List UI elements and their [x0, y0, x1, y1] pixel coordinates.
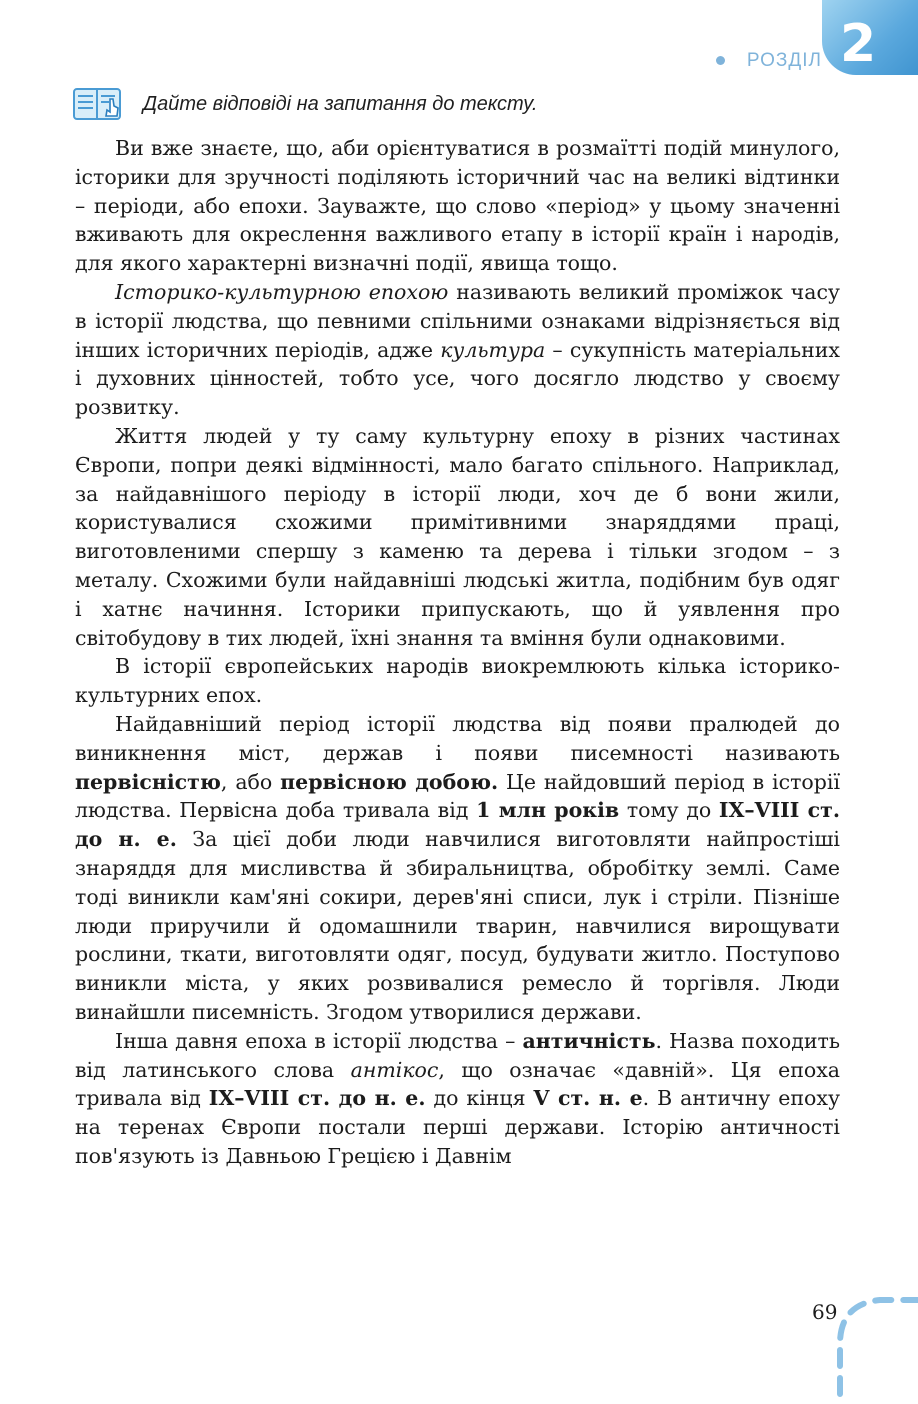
text-run: – сукупність матеріальних і духовних цінностей, тобто усе, чого досягло людство у своєму розвитку.: [75, 337, 840, 420]
text-run: За цієї доби люди навчилися виготовляти найпростіші знаряддя для мисливства й збиральництва, обробітку землі. Саме тоді виникли кам'яні сокири, дерев'яні списи, лук і стріли. Пізніше люди приручили й одомашнили тварин, навчилися вирощувати рослини, ткати, виготовляти одяг, посуд, будувати житло. Поступово виникли міста, у яких розвивалися ремесло й торгівля. Люди винайшли писемність. Згодом утворилися держави.: [75, 827, 840, 1024]
text-run: Це найдовший період в історії людства. Первісна доба тривала від: [75, 769, 840, 823]
decorative-corner-dashes: [830, 1284, 918, 1404]
text-run: , що означає «давній». Ця епоха тривала від: [75, 1057, 841, 1111]
paragraph: [75, 710, 840, 1027]
text-run: Життя людей у ту саму культурну епоху в різних частинах Європи, попри деякі відмінності, мало багато спільного. Наприклад, за найдавнішого періоду в історії люди, хоч де б вони жили, користувалися схожими примітивними знаряддями праці, виготовленими спершу з каменю та дерева і тільки згодом – з металу. Схожими були найдавніші людські житла, подібним був одяг і хатнє начиння. Історики припускають, що й уявлення про світобудову в тих людей, їхні знання та вміння були однаковими.: [75, 423, 840, 650]
text-run: . Назва походить від латинського слова: [75, 1028, 840, 1082]
page-number: 69: [812, 1300, 838, 1324]
text-run: до кінця: [425, 1086, 534, 1111]
paragraph: [75, 422, 840, 652]
italic-term: антікос: [350, 1057, 439, 1082]
text-run: Ви вже знаєте, що, аби орієнтуватися в розмаїтті подій минулого, історики для зручності поділяють історичний час на великі відтинки – періоди, або епохи. Зауважте, що слово «період» у цьому значенні вживають для окреслення важливого етапу в історії країн і народів, для якого характерні визначні події, явища тощо.: [75, 136, 840, 276]
paragraph: [75, 652, 840, 710]
text-run: Найдавніший період історії людства від появи пралюдей до виникнення міст, держав і появи писемності називають: [75, 711, 840, 765]
header-bullet: [716, 56, 725, 65]
italic-term: Історико-культурною епохою: [115, 279, 449, 304]
bold-term: IX–VIII ст. до н. е.: [75, 798, 840, 852]
bold-term: первісною добою.: [280, 769, 499, 794]
bold-term: первісністю: [75, 769, 221, 794]
task-prompt: Дайте відповіді на запитання до тексту.: [143, 93, 538, 115]
text-run: Інша давня епоха в історії людства –: [115, 1028, 523, 1053]
text-run: називають великий проміжок часу в історії людства, що певними спільними ознаками відрізняється від інших історичних періодів, адже: [75, 279, 840, 362]
section-label: РОЗДІЛ: [746, 50, 822, 71]
text-run: . В античну епоху на теренах Європи постали перші держави. Історію античності пов'язують із Давньою Грецією і Давнім: [75, 1086, 841, 1168]
paragraph: [75, 278, 840, 422]
bold-term: V ст. н. е: [533, 1086, 643, 1111]
book-pointer-icon: [73, 86, 121, 120]
text-run: В історії європейських народів виокремлюють кілька історико-культурних епох.: [75, 654, 840, 708]
italic-term: культура: [440, 337, 546, 362]
body-text: [75, 134, 840, 1171]
bold-term: IX–VIII ст. до н. е.: [208, 1086, 426, 1111]
chapter-number: 2: [840, 14, 877, 74]
text-run: , або: [220, 769, 281, 794]
paragraph: [75, 134, 840, 278]
text-run: тому до: [619, 798, 719, 823]
bold-term: античність: [522, 1028, 656, 1053]
paragraph: [75, 1027, 840, 1171]
bold-term: 1 млн років: [476, 798, 620, 823]
